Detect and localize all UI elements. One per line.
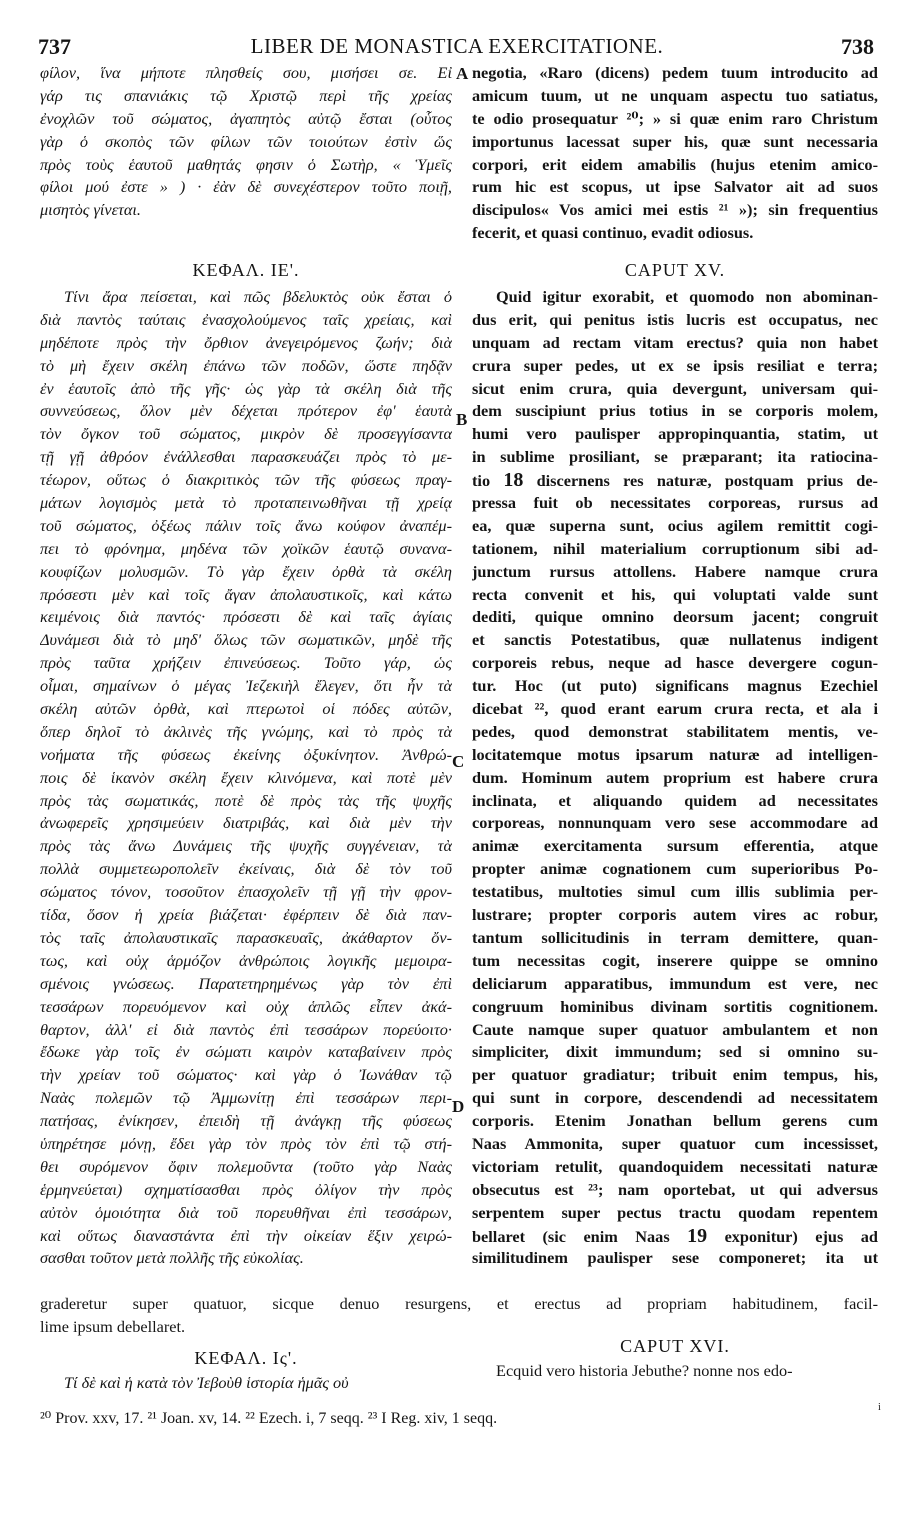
text-line: μάτων λογισμὸς μετὰ τὸ προταπεινωθῆναι τῇ χρείᾳ (40, 493, 452, 513)
latin-chapter-heading-2: CAPUT XVI. (620, 1336, 730, 1356)
text-line: tum necessitas cogit, inserere quippe se omnino (472, 950, 878, 970)
text-line: τὸς ταῖς ἀπολαυστικαῖς παρασκευαῖς, ἀκάθαρτον ὄν- (40, 927, 452, 947)
latin-intro (472, 62, 878, 245)
text-line: dediti, quique omnino deorsum jacent; congruit (472, 607, 878, 627)
text-line: πρὸς τὰς σωματικάς, ποτὲ δὲ πρὸς τὰς τῆς ψυχῆς (40, 790, 452, 810)
text-line: crura super pedes, ut ex se ipsis resiliat e terra; (472, 355, 878, 375)
text-line: junctum rursus attollens. Habere namque crura (472, 561, 878, 581)
text-line: Τίνι ἄρα πείσεται, καὶ πῶς βδελυκτὸς οὐκ ἔσται ὁ (64, 287, 452, 306)
signature-mark: i (878, 1402, 881, 1413)
text-line: ποις δὲ ἱκανὸν σκέλη ἔχειν κλινόμενα, καὶ ποτὲ μὲν (40, 767, 452, 787)
text-line: τεσσάρων πορευόμενον καὶ οὐχ ἁπλῶς εἶπεν ἀκά- (40, 996, 452, 1016)
text-line: Τί δὲ καὶ ἡ κατὰ τὸν Ἰεβοὺθ ἱστορία ἡμᾶς οὐ (64, 1373, 349, 1392)
text-line: Naas Ammonita, super quatuor cum incessisset, (472, 1133, 878, 1153)
text-fragment: tio (472, 471, 491, 491)
text-line: πει τὸ φρόνημα, μηδένα τῶν χοϊκῶν ἑαυτῷ συνανα- (40, 538, 452, 558)
text-line: corpori, erit eidem amabilis (hujus etenim amico- (472, 154, 878, 174)
text-line: πολλὰ συμμετεωροπολεῖν ἐκείναις, διὰ δὲ τὸν τοῦ (40, 859, 452, 879)
text-line: testatibus, multoties simul cum illis sublimia per- (472, 882, 878, 902)
text-line: οἶμαι, σημαίνων ὁ μέγας Ἰεζεκιὴλ ἔλεγεν, ὅτι ἦν τὰ (40, 676, 452, 696)
text-line: obsecutus est ²³; nam oportebat, ut qui adversus (472, 1179, 878, 1199)
text-line: lime ipsum debellaret. (40, 1316, 186, 1336)
page-number-right: 738 (841, 34, 874, 59)
text-line: pedes, quod demonstrat stabilitatem mentis, ve- (472, 721, 878, 741)
text-line: πρόσεστι μὲν καὶ τοῖς ἄγαν ἀπολαυστικοῖς, καὶ κάτω (40, 584, 452, 604)
text-line: corporeas, nonnunquam vero sese accommodare ad (472, 813, 878, 833)
text-line: τὸν ὄγκον τοῦ σώματος, μικρὸν δὲ προσεγγίσαντα (40, 424, 452, 444)
text-line: τίδα, ὅσον ἡ χρεία βιάζεται· ἐφέρπειν δὲ διὰ παν- (40, 905, 452, 925)
text-line: σκέλη αὐτῶν ὀρθὰ, καὶ πτερωτοὶ οἱ πόδες αὐτῶν, (40, 699, 452, 719)
column-number-19: 19 (687, 1224, 708, 1247)
greek-final-line (40, 1372, 452, 1395)
text-line: et sanctis Potestatibus, quæ nullatenus indigent (472, 630, 878, 650)
text-fragment: bellaret (sic enim Naas (472, 1226, 670, 1246)
text-fragment: exponitur) ejus ad (724, 1226, 878, 1246)
text-line: κουφίζων μολυσμῶν. Τὸ γὰρ ἔχειν ὀρθὰ τὰ σκέλη (40, 561, 452, 581)
text-line: negotia, «Raro (dicens) pedem tuum introducito ad (472, 63, 878, 82)
text-line: ea, quæ superna sunt, ocius agilem remittit cogi- (472, 515, 878, 535)
text-line: similitudinem paulisper sese componeret; ita ut (472, 1248, 878, 1268)
text-line: θαρτον, ἀλλ' εἰ διὰ παντὸς ἐπὶ τεσσάρων πορεύοιτο· (40, 1019, 452, 1039)
margin-letter-a: A (456, 64, 469, 83)
column-number-18: 18 (503, 469, 524, 492)
latin-body (472, 286, 878, 1270)
text-line: simpliciter, dixit immundum; sed si omnino su- (472, 1042, 878, 1062)
text-line: τὸ μὴ ἔχειν σκέλη ἐπάνω τῶν ποδῶν, ὥστε πηδᾷν (40, 355, 452, 375)
text-line: discipulos« Vos amici mei estis ²¹ »); sin frequentius (472, 200, 878, 220)
text-line: ἀνωφερεῖς χρησιμεύειν διατριβάς, καὶ διὰ μὲν τὴν (40, 813, 452, 833)
text-line: rum hic est scopus, ut ipse Salvator ait ad suos (472, 177, 878, 197)
text-line: ὑπηρέτησε μόνῃ, ἔδει γὰρ τὸν πρὸς τὸν ἐπὶ τῷ στή- (40, 1133, 452, 1153)
text-line: ὅπερ δηλοῖ τὸ ἀκλινὲς τῆς γνώμης, καὶ τὸ πρὸς τὰ (40, 721, 452, 741)
text-line: τέωρον, οὕτως ὁ διακριτικὸς τῶν τῆς φύσεως πραγ- (40, 470, 452, 490)
text-line: inclinata, et aliquando quidem ad necessitates (472, 790, 878, 810)
greek-intro (40, 62, 452, 222)
margin-letter-c: C (452, 752, 465, 771)
text-line: γάρ τις σπανιάκις τῷ Χριστῷ περὶ τῆς χρείας (40, 85, 452, 105)
latin-final-line (472, 1360, 878, 1383)
text-line: ἐν ἑαυτοῖς ἀπὸ τῆς γῆς· ὡς γὰρ τὰ σκέλη διὰ τῆς (40, 378, 452, 398)
margin-letter-d: D (452, 1097, 465, 1116)
text-line: amicum tuum, ut ne unquam aspectu tuo satiatus, (472, 85, 878, 105)
text-line: corporeis rebus, neque ad hasce devergere cogun- (472, 653, 878, 673)
text-line: fecerit, et quasi continuo, evadit odiosus. (472, 223, 754, 243)
text-line: dicebat ²², quod erant earum crura recta, et ala i (472, 699, 878, 719)
text-line: γὰρ ὁ σκοπὸς τῶν φίλων τῶν τοιούτων ἐστὶν ὥς (40, 131, 452, 151)
text-line: importunus lacessat super his, quæ sunt necessaria (472, 131, 878, 151)
text-line: recta convenit et his, qui voluptati valde sunt (472, 584, 878, 604)
margin-letter-b: B (456, 410, 468, 429)
text-line: dum. Hominum autem proprium est habere crura (472, 767, 878, 787)
text-line: Ecquid vero historia Jebuthe? nonne nos edo- (496, 1361, 793, 1380)
text-line: ἐνοχλῶν τοῦ σώματος, ἀγαπητὸς αὐτῷ ἔσται (οὗτος (40, 108, 452, 128)
text-line: qui sunt in corpore, descendendi ad necessitatem (472, 1088, 878, 1108)
text-line: πρὸς τοὺς ἑαυτοῦ μαθητάς φησιν ὁ Σωτὴρ, « Ὑμεῖς (40, 154, 452, 174)
text-line: locitatemque motus ipsarum naturæ ad intelligen- (472, 744, 878, 764)
text-line: propter animæ cognationem cum superioribus Po- (472, 859, 878, 879)
text-line: pressa fuit ob necessitates corporeas, rursus ad (472, 493, 878, 513)
text-line: καὶ οὕτως διαναστάντα ἐπὶ τὴν οἰκείαν ἕξιν χειρώ- (40, 1225, 452, 1245)
text-line: tationem, nihil materialium corruptionum sibi ad- (472, 538, 878, 558)
text-line: τὴν χρείαν τοῦ σώματος· καὶ γὰρ ὁ Ἰωνάθαν τῷ (40, 1065, 452, 1085)
text-line: te odio prosequatur ²⁰; » si quæ enim raro Christum (472, 108, 878, 128)
footnotes: ²⁰ Prov. xxv, 17. ²¹ Joan. xv, 14. ²² Ezech. i, 7 seqq. ²³ I Reg. xiv, 1 seqq. (40, 1410, 498, 1427)
text-line: τως, καὶ οὐχ ἁρμόζον ἀνθρώποις λογικῆς μεμοιρα- (40, 950, 452, 970)
text-line: Δυνάμεσι διὰ τὸ μηδ' ὅλως τῶν σωματικῶν, μηδὲ τῆς (40, 630, 452, 650)
text-line: lustrare; propter corporis autem vires ac robur, (472, 905, 878, 925)
text-line: Caute namque super quatuor ambulantem et non (472, 1019, 878, 1039)
greek-chapter-heading-2: ΚΕΦΑΛ. Ις'. (194, 1348, 298, 1368)
running-title: LIBER DE MONASTICA EXERCITATIONE. (250, 34, 664, 58)
text-fragment: discernens res naturæ, postquam prius de- (536, 471, 878, 491)
text-line: αὐτὸν ὁμοιότητα διὰ τοῦ πορευθῆναι ἐπὶ τεσσάρων, (40, 1202, 452, 1222)
text-line: θει συρόμενον ὄφιν πολεμοῦντα (τοῦτο γὰρ Ναὰς (40, 1156, 452, 1176)
text-line: κειμένοις διὰ παντός· πρόσεστι δὲ καὶ ταῖς ἁγίαις (40, 607, 452, 627)
text-line: Quid igitur exorabit, et quomodo non abominan- (496, 287, 878, 306)
text-line: συννεύσεως, ὅλον μὲν δέχεται πρότερον ἐφ' ἑαυτὰ (40, 401, 452, 421)
text-line: σώματος τόνον, τοσοῦτον ἐπασχολεῖν τῇ γῇ τὴν φρον- (40, 882, 452, 902)
text-line: animæ exercitamenta sursum efferentia, atque (472, 836, 878, 856)
text-line (472, 1225, 878, 1248)
text-line: deliciarum apparatibus, immundum est vere, nec (472, 973, 878, 993)
text-line: tur. Hoc (ut puto) significans magnus Ezechiel (472, 676, 878, 696)
text-line: corporis. Etenim Jonathan bellum gerens cum (472, 1111, 878, 1131)
fullwidth-continuation (40, 1293, 878, 1339)
text-line: congruum hominibus divinam sortitis cognitionem. (472, 996, 878, 1016)
latin-chapter-heading: CAPUT XV. (624, 260, 726, 280)
text-line: ἔδωκε γὰρ τοῖς ἐν σώματι καιρὸν καταβαίνειν πρὸς (40, 1042, 452, 1062)
text-line: διὰ παντὸς ταύταις ἐνασχολούμενος ταῖς χρείαις, καὶ (40, 309, 452, 329)
text-line: μηδέποτε πρὸς τὴν ὄρθιον ἀνεγειρόμενος ζωήν; διὰ (40, 332, 452, 352)
text-line: τῇ γῇ ἀθρόον ἐνάλλεσθαι παρασκευάζει πρὸς τὸ με- (40, 447, 452, 467)
text-line: πρὸς ταῦτα χρήζειν ἐπινεύσεως. Τοῦτο γάρ, ὡς (40, 653, 452, 673)
text-line: sicut enim crura, quia devergunt, universam qui- (472, 378, 878, 398)
text-line: humi vero paulisper appropinquantia, statim, ut (472, 424, 878, 444)
text-line: φίλοι μού ἐστε » ) · ἐὰν δὲ συνεχέστερον τοῦτο ποιῇ, (40, 177, 452, 197)
text-line: in sublime prosiliant, se præparant; ita ratiocina- (472, 447, 878, 467)
text-line: Ναὰς πολεμῶν τῷ Ἀμμωνίτῃ ἐπὶ τεσσάρων περι- (40, 1088, 452, 1108)
text-line: μισητὸς γίνεται. (40, 200, 141, 220)
text-line: graderetur super quatuor, sicque denuo resurgens, et erectus ad propriam habitudinem, facil- (40, 1294, 878, 1313)
text-line: σασθαι τοῦτον μετὰ πολλῆς τῆς εὐκολίας. (40, 1248, 304, 1268)
text-line: dus erit, qui penitus istis lucris est occupatus, nec (472, 309, 878, 329)
greek-chapter-heading: ΚΕΦΑΛ. ΙΕ'. (192, 260, 300, 280)
text-line: πρὸς τὰς ἄνω Δυνάμεις τῆς ψυχῆς συγγένειαν, τὰ (40, 836, 452, 856)
text-line: dem suscipiunt prius totius in se corporis molem, (472, 401, 878, 421)
text-line: per quatuor gradiatur; tribuit enim tempus, his, (472, 1065, 878, 1085)
text-line: tantum sollicitudinis in terram demittere, quan- (472, 927, 878, 947)
text-line: νοήματα τῆς φύσεως ἐκείνης ὀξυκίνητον. Ἀνθρώ- (40, 744, 452, 764)
page-number-left: 737 (38, 34, 71, 59)
text-line: τοῦ σώματος, ὀξέως πάλιν τοῖς ἄνω κούφον ἀναπέμ- (40, 515, 452, 535)
text-line (472, 469, 878, 492)
text-line: πατήσας, ἐνίκησεν, ἐπειδὴ τῇ ἀνάγκῃ τῆς φύσεως (40, 1111, 452, 1131)
greek-body (40, 286, 452, 1270)
text-line: ἑρμηνεύεται) σχηματίσασθαι πρὸς ὀλίγον τὴν πρὸς (40, 1179, 452, 1199)
text-line: unquam ad rectam vitam erectus? quia non habet (472, 332, 878, 352)
text-line: victoriam retulit, quandoquidem necessitati naturæ (472, 1156, 878, 1176)
text-line: σμένοις γνώσεως. Παρατετηρημένως γὰρ τὸν ἐπὶ (40, 973, 452, 993)
text-line: serpentem super pectus tractu quodam repentem (472, 1202, 878, 1222)
text-line: φίλον, ἵνα μήποτε πλησθείς σου, μισήσει σε. Εἰ (40, 63, 452, 82)
